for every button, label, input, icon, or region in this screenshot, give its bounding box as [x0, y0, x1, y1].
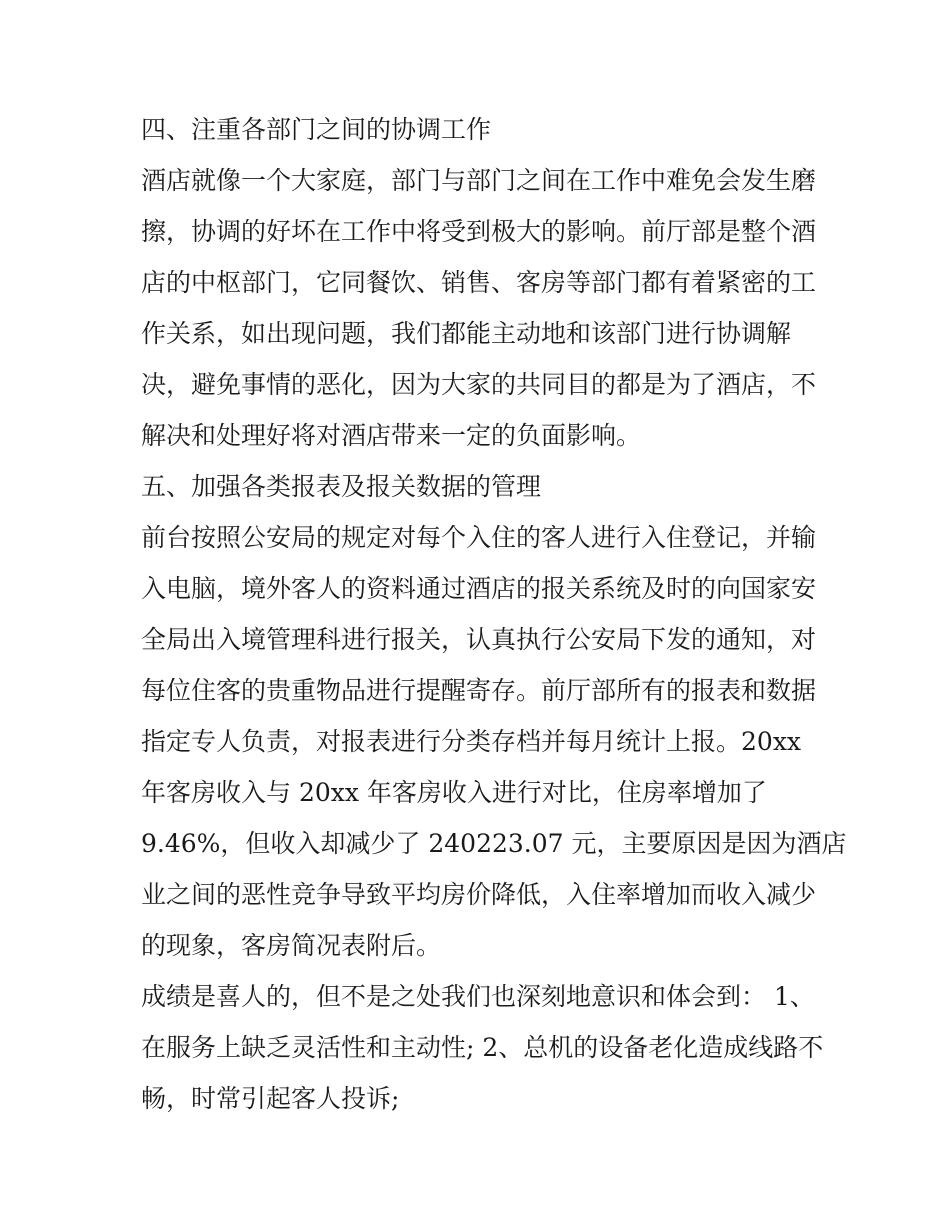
text-line: 全局出入境管理科进行报关，认真执行公安局下发的通知，对	[141, 625, 817, 654]
text-line: 店的中枢部门，它同餐饮、销售、客房等部门都有着紧密的工	[141, 268, 817, 297]
text-line: 指定专人负责，对报表进行分类存档并每月统计上报。20xx	[141, 727, 802, 756]
section-heading-4	[141, 104, 821, 155]
text-line: 的现象，客房简况表附后。	[141, 931, 442, 960]
paragraph-reports	[141, 512, 847, 971]
text-line: 畅，时常引起客人投诉;	[141, 1084, 400, 1113]
text-line: 前台按照公安局的规定对每个入住的客人进行入住登记，并输	[141, 523, 817, 552]
text-line: 作关系，如出现问题，我们都能主动地和该部门进行协调解	[141, 319, 792, 348]
text-line: 擦，协调的好坏在工作中将受到极大的影响。前厅部是整个酒	[141, 217, 817, 246]
document-body	[141, 104, 847, 1124]
paragraph-shortcomings	[141, 971, 824, 1124]
text-line: 解决和处理好将对酒店带来一定的负面影响。	[141, 421, 642, 450]
paragraph-coordination	[141, 155, 821, 461]
text-line: 酒店就像一个大家庭，部门与部门之间在工作中难免会发生磨	[141, 166, 817, 195]
text-line: 年客房收入与 20xx 年客房收入进行对比，住房率增加了	[141, 778, 767, 807]
text-line: 决，避免事情的恶化，因为大家的共同目的都是为了酒店，不	[141, 370, 817, 399]
section-heading-5	[141, 461, 821, 512]
text-line: 入电脑，境外客人的资料通过酒店的报关系统及时的向国家安	[141, 574, 817, 603]
text-line: 五、加强各类报表及报关数据的管理	[141, 472, 542, 501]
text-line: 9.46%，但收入却减少了 240223.07 元，主要原因是因为酒店	[141, 829, 847, 858]
text-line: 在服务上缺乏灵活性和主动性; 2、总机的设备老化造成线路不	[141, 1033, 824, 1062]
text-line: 成绩是喜人的，但不是之处我们也深刻地意识和体会到： 1、	[141, 982, 815, 1011]
text-line: 业之间的恶性竞争导致平均房价降低，入住率增加而收入减少	[141, 880, 817, 909]
text-line: 四、注重各部门之间的协调工作	[141, 115, 492, 144]
text-line: 每位住客的贵重物品进行提醒寄存。前厅部所有的报表和数据	[141, 676, 817, 705]
